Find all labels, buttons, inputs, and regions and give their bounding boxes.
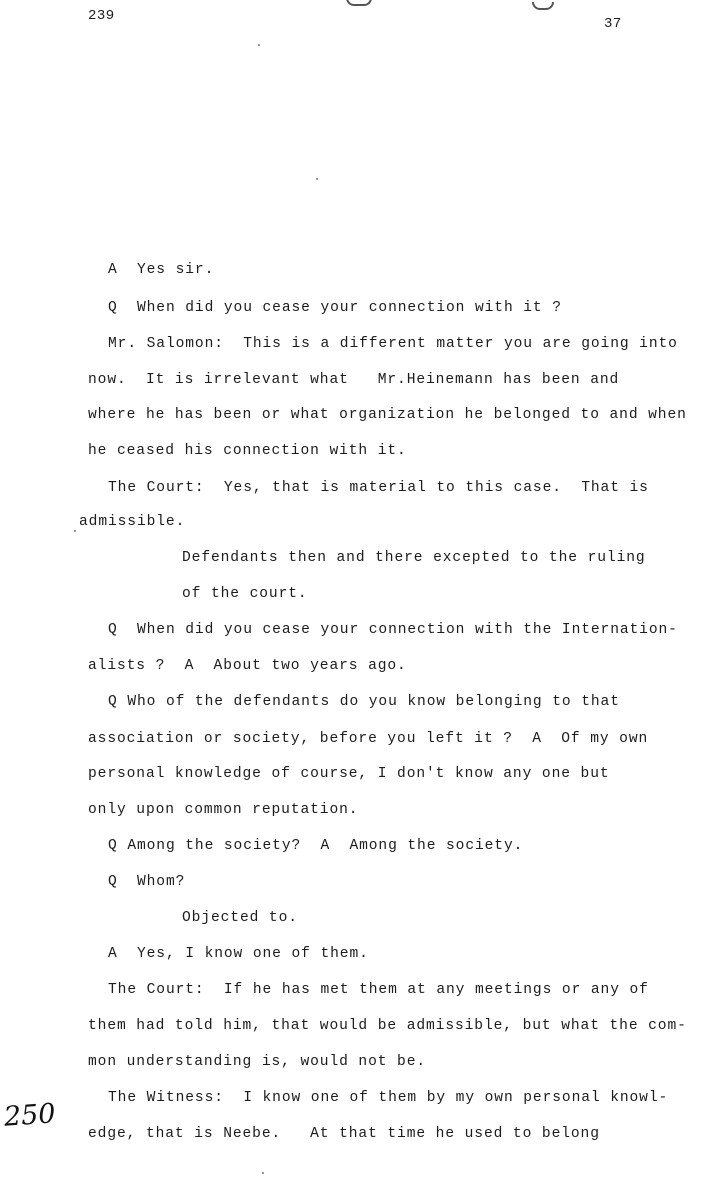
transcript-line: A Yes, I know one of them. (108, 946, 369, 962)
transcript-line: A Yes sir. (108, 262, 215, 278)
transcript-line: Q When did you cease your connection with the Internation- (108, 622, 678, 638)
speck (316, 178, 318, 180)
transcript-line: The Court: Yes, that is material to this case. That is (108, 480, 649, 496)
transcript-line: of the court. (182, 586, 308, 602)
top-edge-marks (340, 0, 560, 16)
transcript-line: association or society, before you left it ? A Of my own (88, 731, 649, 747)
speck (262, 1172, 264, 1174)
transcript-line: them had told him, that would be admissible, but what the com- (88, 1018, 687, 1034)
transcript-line: Defendants then and there excepted to the ruling (182, 550, 646, 566)
transcript-line: Objected to. (182, 910, 298, 926)
punch-mark (346, 0, 372, 6)
transcript-line: Q When did you cease your connection with it ? (108, 300, 562, 316)
speck (258, 44, 260, 46)
transcript-line: where he has been or what organization he belonged to and when (88, 407, 687, 423)
speck (74, 530, 76, 532)
page-number-right: 37 (604, 16, 622, 32)
transcript-line: Q Who of the defendants do you know belonging to that (108, 694, 620, 710)
transcript-line: personal knowledge of course, I don't know any one but (88, 766, 610, 782)
transcript-line: he ceased his connection with it. (88, 443, 407, 459)
transcript-line: edge, that is Neebe. At that time he used to belong (88, 1126, 600, 1142)
handwritten-margin-number: 250 (2, 1098, 57, 1133)
punch-mark (532, 2, 554, 10)
transcript-line: alists ? A About two years ago. (88, 658, 407, 674)
transcript-line: now. It is irrelevant what Mr.Heinemann has been and (88, 372, 620, 388)
transcript-line: Q Among the society? A Among the society. (108, 838, 524, 854)
transcript-line: Q Whom? (108, 874, 186, 890)
transcript-line: The Court: If he has met them at any meetings or any of (108, 982, 649, 998)
transcript-line: The Witness: I know one of them by my own personal knowl- (108, 1090, 669, 1106)
transcript-line: mon understanding is, would not be. (88, 1054, 427, 1070)
transcript-line: Mr. Salomon: This is a different matter you are going into (108, 336, 678, 352)
transcript-line: only upon common reputation. (88, 802, 359, 818)
page-number-left: 239 (88, 8, 115, 24)
transcript-line: admissible. (79, 514, 186, 530)
